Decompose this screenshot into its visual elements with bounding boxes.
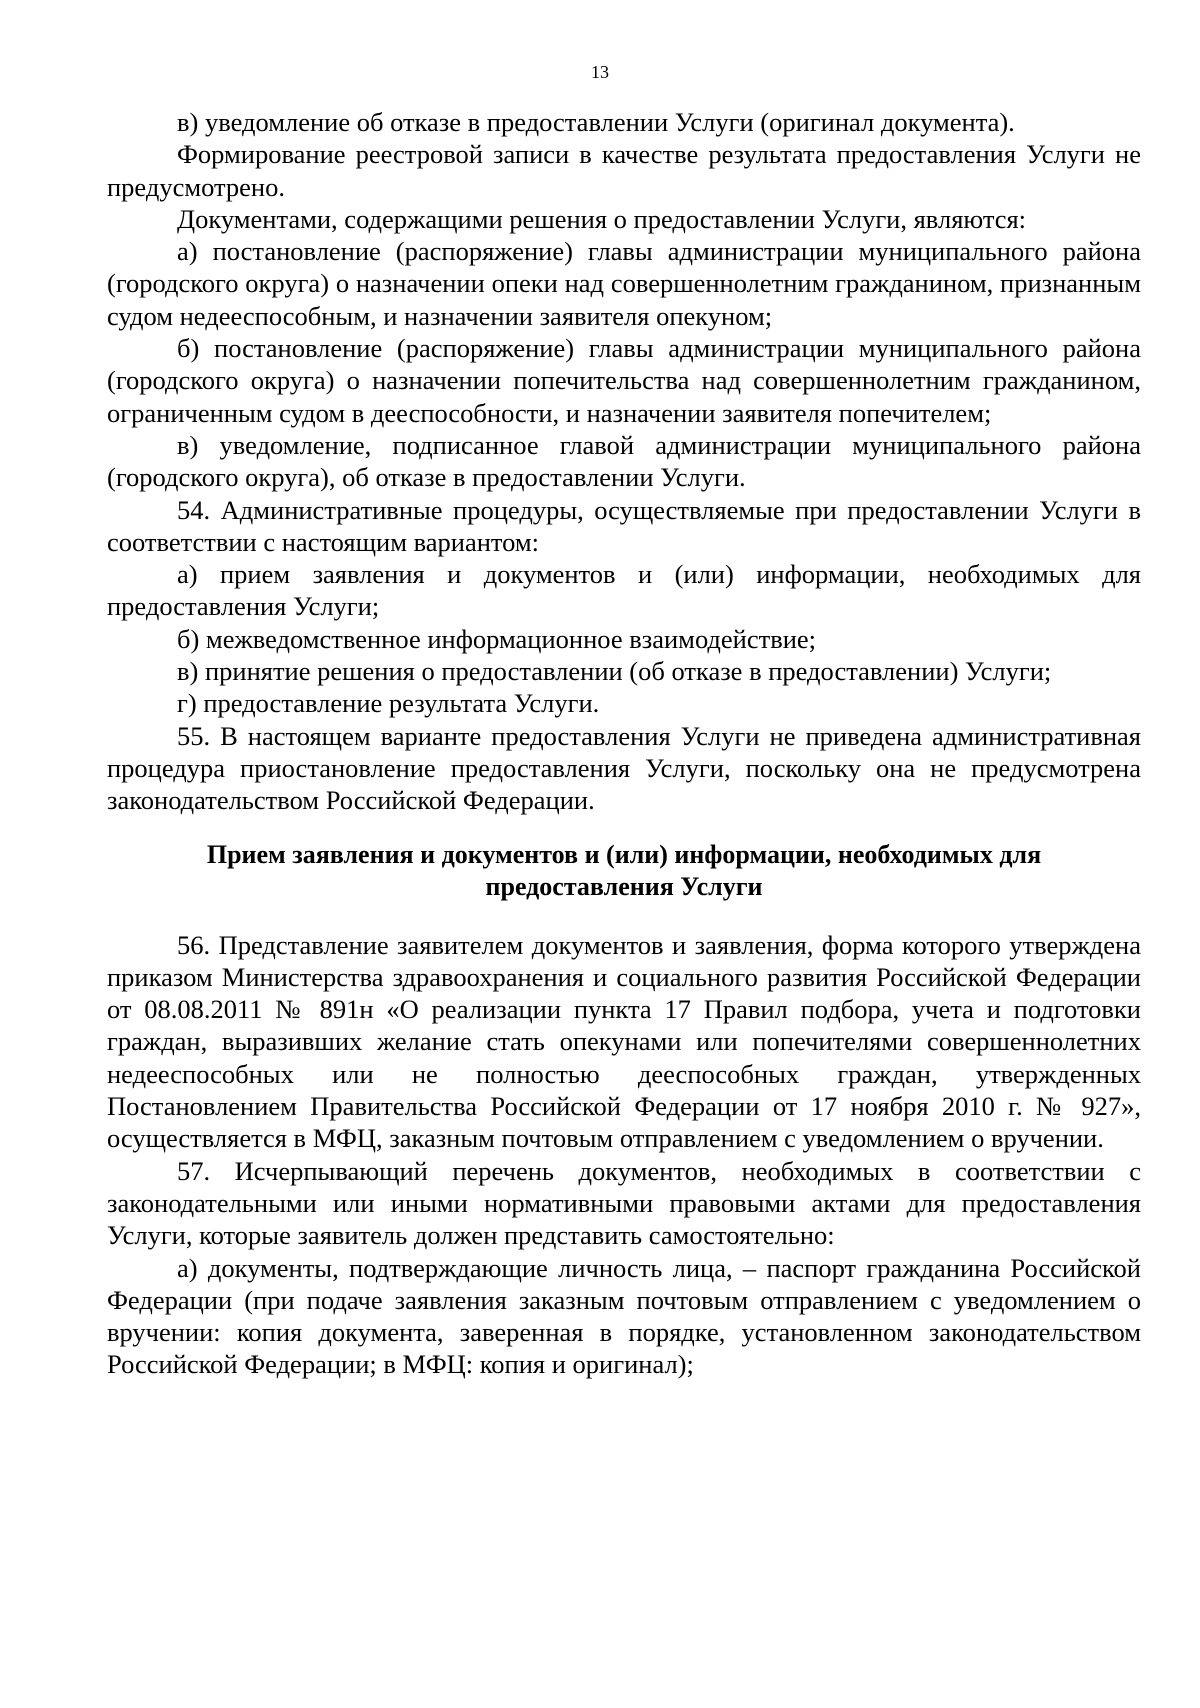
paragraph-item: в) уведомление, подписанное главой администрации муниципального района (городского округа), об отказе в предоставлении Услуги. [107,429,1141,493]
paragraph-item: в) принятие решения о предоставлении (об отказе в предоставлении) Услуги; [177,656,1052,687]
paragraph-item: а) прием заявления и документов и (или) информации, необходимых для предоставления Услуги; [107,559,1141,622]
paragraph-item: 54. Административные процедуры, осуществляемые при предоставлении Услуги в соответствии с настоящим вариантом: [107,494,1141,557]
document-body [107,106,1141,1381]
paragraph-item: Документами, содержащими решения о предоставлении Услуги, являются: [177,203,1027,234]
page-number: 13 [591,62,609,82]
paragraph-item: а) постановление (распоряжение) главы администрации муниципального района (городского округа) о назначении опеки над совершеннолетним гражданином, признанным судом недееспособным, и назначении заявителя опекуном; [107,236,1141,331]
paragraph-item: 57. Исчерпывающий перечень документов, необходимых в соответствии с законодательными или иными нормативными правовыми актами для предоставления Услуги, которые заявитель должен представить самостоятельно: [107,1155,1141,1251]
paragraph-item: 56. Представление заявителем документов и заявления, форма которого утверждена приказом Министерства здравоохранения и социального развития Российской Федерации от 08.08.2011 № 891н «О реализации пункта 17 Правил подбора, учета и подготовки граждан, выразивших желание стать опекунами или попечителями совершеннолетних недееспособных или не полностью дееспособных граждан, утвержденных Постановлением Правительства Российской Федерации от 17 ноября 2010 г. № 927», осуществляется в МФЦ, заказным почтовым отправлением с уведомлением о вручении. [107,929,1141,1154]
paragraph-item: б) постановление (распоряжение) главы администрации муниципального района (городского округа) о назначении попечительства над совершеннолетним гражданином, ограниченным судом в дееспособности, и назначении заявителя попечителем; [107,333,1141,428]
paragraph-item: Формирование реестровой записи в качестве результата предоставления Услуги не предусмотрено. [107,139,1141,202]
paragraph-item: г) предоставление результата Услуги. [177,688,600,719]
paragraph-item: а) документы, подтверждающие личность лица, – паспорт гражданина Российской Федерации (при подаче заявления заказным почтовым отправлением с уведомлением о вручении: копия документа, заверенная в порядке, установленном законодательством Российской Федерации; в МФЦ: копия и оригинал); [107,1252,1141,1380]
section-heading [107,839,1141,903]
paragraph-item: б) межведомственное информационное взаимодействие; [177,623,817,654]
section-heading-line: предоставления Услуги [485,871,763,901]
section-heading-line: Прием заявления и документов и (или) информации, необходимых для [206,839,1042,869]
paragraph-item: 55. В настоящем варианте предоставления Услуги не приведена административная процедура приостановление предоставления Услуги, поскольку она не предусмотрена законодательством Российской Федерации. [107,720,1141,816]
paragraph-item: в) уведомление об отказе в предоставлении Услуги (оригинал документа). [177,107,1015,137]
